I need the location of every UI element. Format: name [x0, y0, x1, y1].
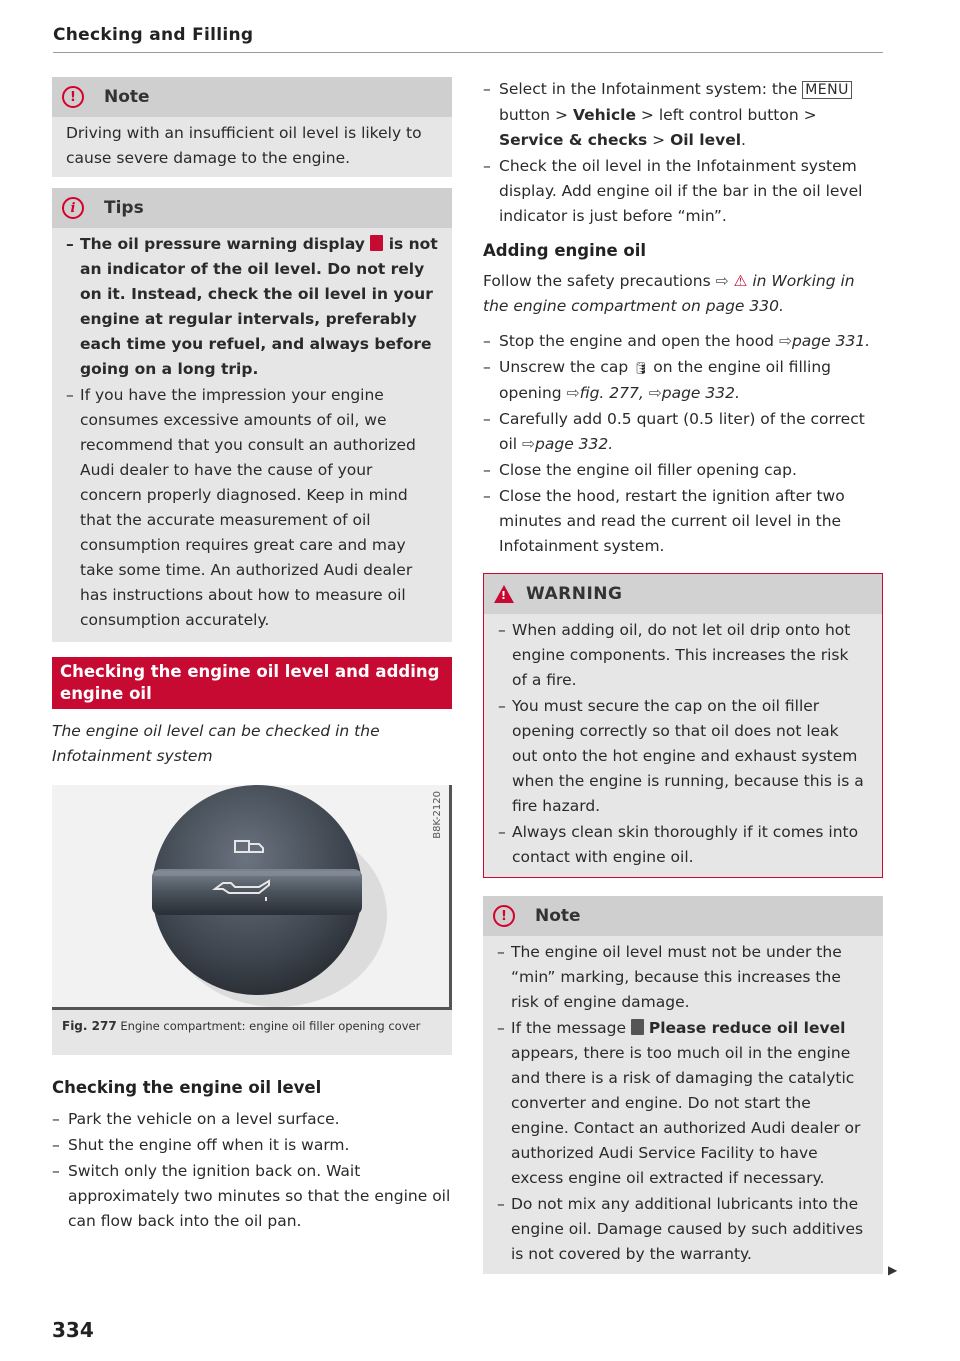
warning-body	[484, 614, 882, 877]
tips-body	[52, 228, 452, 642]
warning-item: – When adding oil, do not let oil drip onto hot engine components. This increases the risk of a fire.	[498, 618, 868, 693]
figure-caption	[62, 1017, 444, 1036]
reference-arrow-icon: ⇨	[648, 384, 662, 402]
tips-box	[52, 188, 452, 642]
figure-277	[52, 785, 452, 1055]
chapter-title: Checking and Filling	[53, 25, 254, 45]
reference-arrow-icon: ⇨	[778, 332, 792, 350]
oil-level-message-icon	[631, 1019, 644, 1035]
checking-title: Checking the engine oil level	[52, 1078, 322, 1097]
note-icon: !	[62, 86, 84, 108]
note-header	[52, 77, 452, 117]
oil-pressure-warning-icon	[370, 235, 383, 251]
note-item: – If the message Please reduce oil level appears, there is too much oil in the engine and there is a risk of damaging the catalytic converter and engine. Do not start the engine. Contact an authorized Audi dealer or authorized Audi Service Facility to have excess engine oil extracted if necessary.	[497, 1016, 869, 1191]
reference-arrow-icon: ⇨	[566, 384, 580, 402]
reference-arrow-icon: ⇨	[522, 435, 536, 453]
list-item: – Stop the engine and open the hood ⇨page 331.	[483, 329, 883, 354]
page-number: 334	[52, 1318, 94, 1342]
tips-header	[52, 188, 452, 228]
adding-list	[483, 329, 883, 559]
section-title: Checking the engine oil level and adding engine oil	[52, 657, 452, 709]
reference-arrow-icon: ⇨	[715, 272, 729, 290]
warning-box	[483, 573, 883, 878]
tips-title: Tips	[104, 198, 144, 218]
note-body	[483, 936, 883, 1274]
tip-item: – If you have the impression your engine consumes excessive amounts of oil, we recommend that you consult an authorized Audi dealer to have the cause of your concern properly diagnosed. Keep in mind that the accurate measurement of oil consumption requires great care and may take some time. An authorized Audi dealer has instructions about how to measure oil consumption accurately.	[66, 383, 438, 633]
figure-label: Fig. 277	[62, 1019, 117, 1033]
list-item: – Unscrew the cap 🛢 on the engine oil filling opening ⇨fig. 277, ⇨page 332.	[483, 355, 883, 406]
continue-arrow-icon: ▶	[888, 1263, 898, 1277]
adding-title: Adding engine oil	[483, 241, 647, 260]
note-title: Note	[104, 87, 150, 107]
warning-item: – You must secure the cap on the oil filler opening correctly so that oil does not leak out onto the hot engine and exhaust system when the engine is running, because this is a fire hazard.	[498, 694, 868, 819]
figure-code: B8K-2120	[432, 791, 443, 839]
adding-intro: Follow the safety precautions ⇨ ⚠ in Working in the engine compartment on page 330.	[483, 272, 855, 315]
list-item: – Shut the engine off when it is warm.	[52, 1133, 452, 1158]
page-header	[53, 25, 883, 53]
list-item: – Carefully add 0.5 quart (0.5 liter) of the correct oil ⇨page 332.	[483, 407, 883, 457]
menu-key: MENU	[802, 81, 852, 99]
list-item: – Close the engine oil filler opening cap.	[483, 458, 883, 483]
checking-list	[52, 1107, 452, 1234]
list-item: – Switch only the ignition back on. Wait approximately two minutes so that the engine oil can flow back into the oil pan.	[52, 1159, 452, 1234]
section-intro: The engine oil level can be checked in the Infotainment system	[52, 722, 380, 765]
oil-filler-cap-illustration	[52, 785, 452, 1010]
right-column	[483, 77, 883, 1285]
list-item: – Park the vehicle on a level surface.	[52, 1107, 452, 1132]
info-icon: i	[62, 197, 84, 219]
note-box-2	[483, 896, 883, 1274]
warning-icon: !	[494, 585, 514, 603]
warning-title: WARNING	[526, 584, 623, 604]
left-column	[52, 77, 452, 1235]
warning-item: – Always clean skin thoroughly if it comes into contact with engine oil.	[498, 820, 868, 870]
note-text: Driving with an insufficient oil level is likely to cause severe damage to the engine.	[66, 124, 422, 167]
warning-triangle-icon: ⚠	[733, 272, 748, 290]
note-item: – Do not mix any additional lubricants into the engine oil. Damage caused by such additives is not covered by the warranty.	[497, 1192, 869, 1267]
tip-item: – The oil pressure warning display is not an indicator of the oil level. Do not rely on it. Instead, check the oil level in your engine at regular intervals, preferably each time you refuel, and always before going on a long trip.	[66, 232, 438, 382]
note-header	[483, 896, 883, 936]
note-item: – The engine oil level must not be under the “min” marking, because this increases the risk of engine damage.	[497, 940, 869, 1015]
note-icon: !	[493, 905, 515, 927]
note-body	[52, 117, 452, 177]
oil-can-icon: 🛢	[633, 361, 649, 375]
figure-image	[52, 785, 452, 1010]
warning-header	[484, 574, 882, 614]
infotainment-list	[483, 77, 883, 229]
list-item: – Check the oil level in the Infotainment system display. Add engine oil if the bar in the oil level indicator is just before “min”.	[483, 154, 883, 229]
figure-caption-text: Engine compartment: engine oil filler opening cover	[120, 1019, 421, 1033]
list-item: – Close the hood, restart the ignition after two minutes and read the current oil level in the Infotainment system.	[483, 484, 883, 559]
list-item: – Select in the Infotainment system: the MENU button > Vehicle > left control button > Service & checks > Oil level.	[483, 77, 883, 153]
note-title: Note	[535, 906, 581, 926]
note-box	[52, 77, 452, 177]
